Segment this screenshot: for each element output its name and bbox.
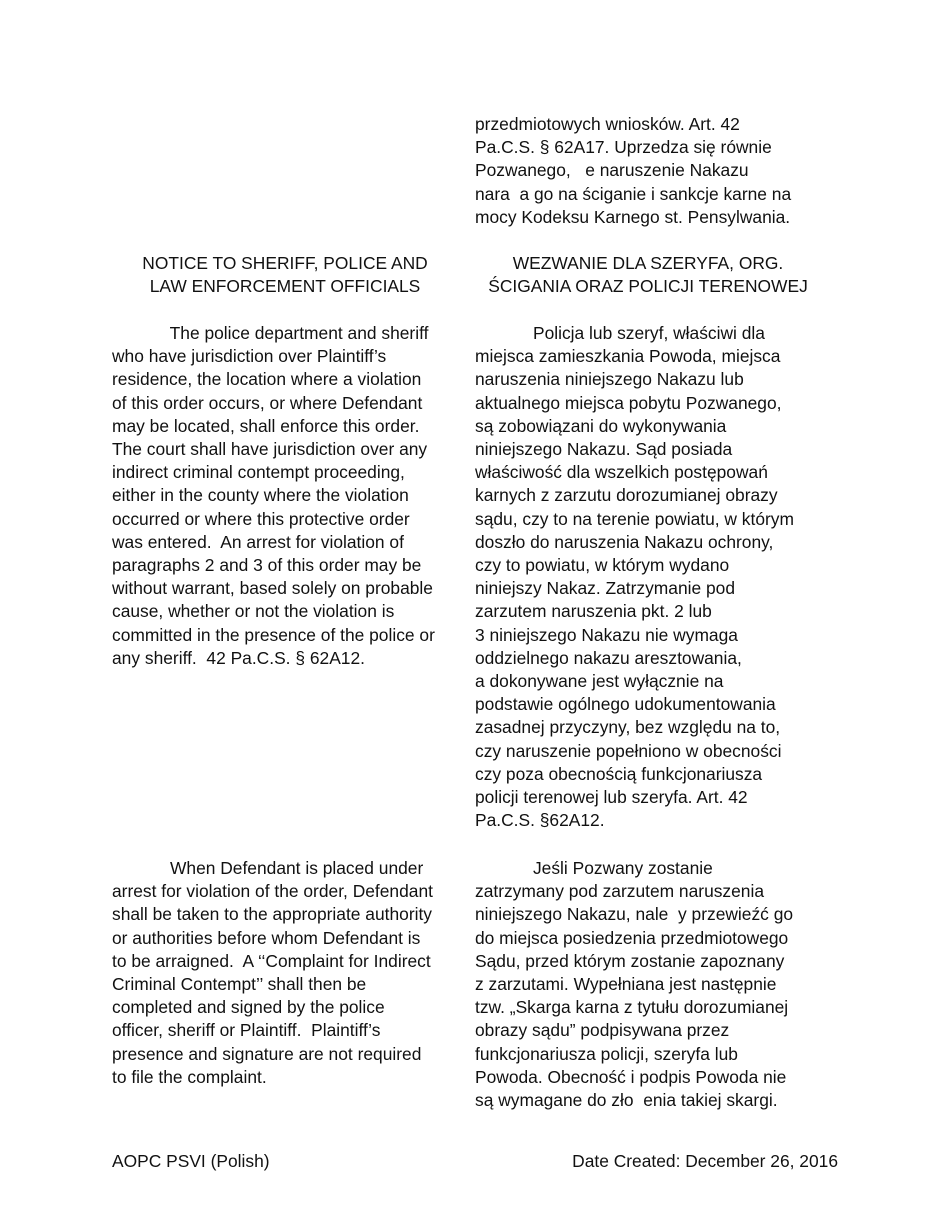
text-line: any sheriff. 42 Pa.C.S. § 62A12. — [112, 647, 365, 668]
text-line: paragraphs 2 and 3 of this order may be — [112, 555, 422, 576]
text-line: sądu, czy to na terenie powiatu, w którym — [475, 508, 794, 529]
text-line: doszło do naruszenia Nakazu ochrony, — [475, 531, 774, 552]
text-line: właściwość dla wszelkich postępowań — [475, 462, 768, 483]
text-line: The police department and sheriff — [112, 323, 429, 343]
text-line: officer, sheriff or Plaintiff. Plaintiff’s — [112, 1020, 381, 1041]
text-line: zasadnej przyczyny, bez względu na to, — [475, 717, 781, 738]
text-line: Powoda. Obecność i podpis Powoda nie — [475, 1066, 787, 1087]
text-line: do miejsca posiedzenia przedmiotowego — [475, 927, 789, 948]
top-continuation-polish — [475, 113, 791, 229]
text-line: ŚCIGANIA ORAZ POLICJI TERENOWEJ — [488, 276, 808, 297]
footer-date-created: Date Created: December 26, 2016 — [572, 1151, 838, 1171]
text-line: niniejszy Nakaz. Zatrzymanie pod — [475, 578, 736, 599]
text-line: niniejszego Nakazu, nale y przewieźć go — [475, 904, 794, 925]
paragraph-arrest-english — [112, 857, 433, 1089]
text-line: czy naruszenie popełniono w obecności — [475, 740, 782, 761]
text-line: Pa.C.S. § 62A17. Uprzedza się równie — [475, 137, 772, 158]
text-line: są wymagane do zło enia takiej skargi. — [475, 1090, 778, 1111]
text-line: niniejszego Nakazu. Sąd posiada — [475, 439, 733, 460]
text-line: or authorities before whom Defendant is — [112, 927, 421, 948]
text-line: NOTICE TO SHERIFF, POLICE AND — [142, 253, 428, 273]
text-line: funkcjonariusza policji, szeryfa lub — [475, 1043, 738, 1064]
text-line: czy to powiatu, w którym wydano — [475, 555, 730, 576]
text-line: was entered. An arrest for violation of — [112, 531, 404, 552]
text-line: z zarzutami. Wypełniana jest następnie — [475, 974, 777, 995]
text-line: may be located, shall enforce this order. — [112, 415, 420, 436]
text-line: shall be taken to the appropriate authority — [112, 904, 433, 925]
text-line: mocy Kodeksu Karnego st. Pensylwania. — [475, 206, 791, 227]
text-line: są zobowiązani do wykonywania — [475, 415, 727, 436]
text-line: to be arraigned. A ‘‘Complaint for Indirect — [112, 950, 431, 971]
heading-english — [112, 252, 458, 298]
text-line: of this order occurs, or where Defendant — [112, 392, 423, 413]
text-line: czy poza obecnością funkcjonariusza — [475, 763, 763, 784]
heading-polish — [475, 252, 821, 298]
text-line: who have jurisdiction over Plaintiff’s — [112, 346, 387, 367]
text-line: LAW ENFORCEMENT OFFICIALS — [149, 276, 421, 297]
text-line: a dokonywane jest wyłącznie na — [475, 671, 724, 692]
text-line: oddzielnego nakazu aresztowania, — [475, 647, 742, 668]
text-line: podstawie ogólnego udokumentowania — [475, 694, 776, 715]
text-line: tzw. „Skarga karna z tytułu dorozumianej — [475, 997, 789, 1018]
text-line: indirect criminal contempt proceeding, — [112, 462, 405, 483]
text-line: committed in the presence of the police or — [112, 624, 435, 645]
text-line: aktualnego miejsca pobytu Pozwanego, — [475, 392, 782, 413]
text-line: policji terenowej lub szeryfa. Art. 42 — [475, 787, 748, 808]
text-line: miejsca zamieszkania Powoda, miejsca — [475, 346, 781, 367]
text-line: either in the county where the violation — [112, 485, 409, 506]
text-line: occurred or where this protective order — [112, 508, 410, 529]
paragraph-enforcement-polish — [475, 322, 794, 832]
footer-form-id: AOPC PSVI (Polish) — [112, 1151, 270, 1171]
text-line: arrest for violation of the order, Defendant — [112, 881, 433, 902]
text-line: Pa.C.S. §62A12. — [475, 810, 605, 831]
paragraph-enforcement-english — [112, 322, 435, 670]
text-line: cause, whether or not the violation is — [112, 601, 395, 622]
text-line: without warrant, based solely on probable — [112, 578, 433, 599]
text-line: obrazy sądu” podpisywana przez — [475, 1020, 730, 1041]
text-line: zatrzymany pod zarzutem naruszenia — [475, 881, 765, 902]
text-line: nara a go na ściganie i sankcje karne na — [475, 183, 792, 204]
text-line: Policja lub szeryf, właściwi dla — [475, 323, 765, 343]
text-line: 3 niniejszego Nakazu nie wymaga — [475, 624, 738, 645]
text-line: WEZWANIE DLA SZERYFA, ORG. — [512, 253, 784, 273]
text-line: Pozwanego, e naruszenie Nakazu — [475, 160, 749, 181]
text-line: zarzutem naruszenia pkt. 2 lub — [475, 601, 712, 622]
text-line: completed and signed by the police — [112, 997, 385, 1018]
text-line: przedmiotowych wniosków. Art. 42 — [475, 114, 740, 134]
text-line: Jeśli Pozwany zostanie — [475, 858, 713, 878]
text-line: The court shall have jurisdiction over any — [112, 439, 428, 460]
text-line: Criminal Contempt’’ shall then be — [112, 974, 367, 995]
text-line: to file the complaint. — [112, 1066, 267, 1087]
paragraph-arrest-polish — [475, 857, 793, 1112]
text-line: residence, the location where a violation — [112, 369, 422, 390]
text-line: karnych z zarzutu dorozumianej obrazy — [475, 485, 778, 506]
text-line: When Defendant is placed under — [112, 858, 424, 878]
text-line: Sądu, przed którym zostanie zapoznany — [475, 950, 785, 971]
text-line: presence and signature are not required — [112, 1043, 422, 1064]
text-line: naruszenia niniejszego Nakazu lub — [475, 369, 744, 390]
